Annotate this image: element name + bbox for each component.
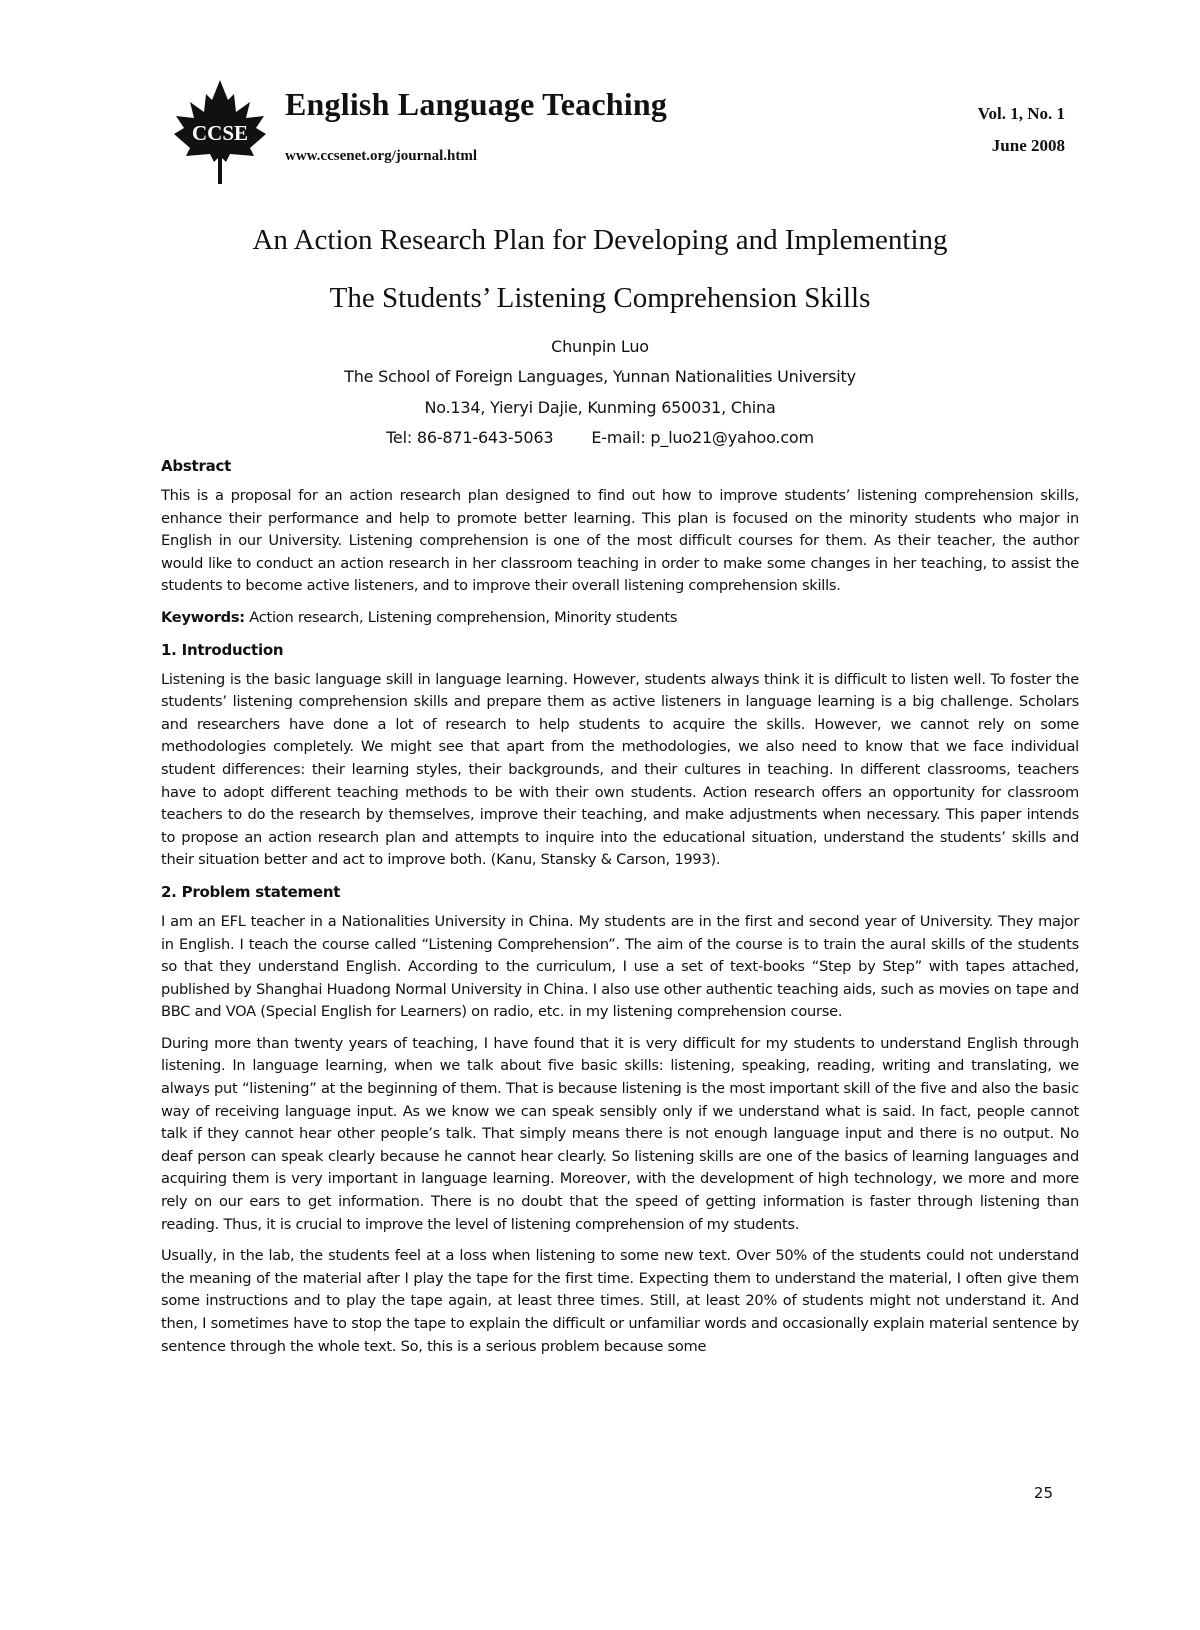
problem-paragraph-1: I am an EFL teacher in a Nationalities University in China. My students are in the first and second year of University. They major in English. I teach the course called “Listening Comprehension”. The aim of the course is to train the aural skills of the students so that they understand English. According to the curriculum, I use a set of text-books “Step by Step” with tapes attached, published by Shanghai Huadong Normal University in China. I also use other authentic teaching aids, such as movies on tape and BBC and VOA (Special English for Learners) on radio, etc. in my listening comprehension course. [161,912,1079,1021]
abstract-heading: Abstract [161,457,232,475]
author-affiliation: The School of Foreign Languages, Yunnan Nationalities University [344,367,856,386]
author-address: No.134, Yieryi Dajie, Kunming 650031, China [424,398,776,417]
introduction-paragraph: Listening is the basic language skill in language learning. However, students always think it is difficult to listen well. To foster the students’ listening comprehension skills and prepare them as active listeners in language learning is a big challenge. Scholars and researchers have done a lot of research to help students to acquire the skills. However, we cannot rely on some methodologies completely. We might see that apart from the methodologies, we also need to know that we face individual student differences: their learning styles, their backgrounds, and their cultures in teaching. In different classrooms, teachers have to adopt different teaching methods to be with their own students. Action research offers an opportunity for classroom teachers to do the research by themselves, improve their teaching, and make adjustments when necessary. This paper intends to propose an action research plan and attempts to inquire into the educational situation, understand the students’ skills and their situation better and act to improve both. (Kanu, Stansky & Carson, 1993). [161,670,1079,869]
page-number: 25 [1033,1484,1053,1502]
author-tel: Tel: 86-871-643-5063 [386,428,554,447]
author-name: Chunpin Luo [551,337,649,356]
keywords-text: Action research, Listening comprehension, Minority students [244,608,678,626]
section-heading-introduction: 1. Introduction [161,640,284,659]
maple-leaf-icon [170,78,270,188]
problem-paragraph-3: Usually, in the lab, the students feel at a loss when listening to some new text. Over 50% of the students could not understand the meaning of the material after I play the tape for the first time. Expecting them to understand the material, I often give them some instructions and to play the tape again, at least three times. Still, at least 20% of students might not understand it. And then, I sometimes have to stop the tape to explain the difficult or unfamiliar words and occasionally explain material sentence by sentence through the whole text. So, this is a serious problem because some [161,1247,1079,1355]
keywords-label: Keywords: [161,608,245,626]
author-contact [0,428,1200,447]
problem-paragraph-2: During more than twenty years of teaching, I have found that it is very difficult for my students to understand English through listening. In language learning, when we talk about five basic skills: listening, speaking, reading, writing and translating, we always put “listening” at the beginning of them. That is because listening is the most important skill of the five and also the basic way of receiving language input. As we know we can speak sensibly only if we understand what is said. In fact, people cannot talk if they cannot hear other people’s talk. That simply means there is not enough language input and there is no output. No deaf person can speak clearly because he cannot hear clearly. So listening skills are one of the basics of learning languages and acquiring them is very important in language learning. Moreover, with the development of high technology, we more and more rely on our ears to get information. There is no doubt that the speed of getting information is faster through listening than reading. Thus, it is crucial to improve the level of listening comprehension of my students. [161,1034,1079,1233]
section-heading-problem-statement: 2. Problem statement [161,882,341,901]
author-email[interactable]: E-mail: p_luo21@yahoo.com [591,428,814,447]
issue-date: June 2008 [991,136,1065,155]
article-title-line-1: An Action Research Plan for Developing and Implementing [252,224,948,256]
keywords [161,607,1079,630]
article-body [161,455,1079,1367]
logo-text: CCSE [191,121,249,145]
ccse-maple-leaf-logo [170,78,270,188]
abstract-text: This is a proposal for an action research plan designed to find out how to improve students’ listening comprehension skills, enhance their performance and help to promote better learning. This plan is focused on the minority students who major in English in our University. Listening comprehension is one of the most difficult courses for them. As their teacher, the author would like to conduct an action research in her classroom teaching in order to make some changes in her teaching, to assist the students to become active listeners, and to improve their overall listening comprehension skills. [161,487,1079,595]
article-title-line-2: The Students’ Listening Comprehension Skills [329,282,871,314]
journal-title: English Language Teaching [285,86,668,122]
journal-url[interactable]: www.ccsenet.org/journal.html [285,148,478,164]
volume-info: Vol. 1, No. 1 [977,104,1065,123]
